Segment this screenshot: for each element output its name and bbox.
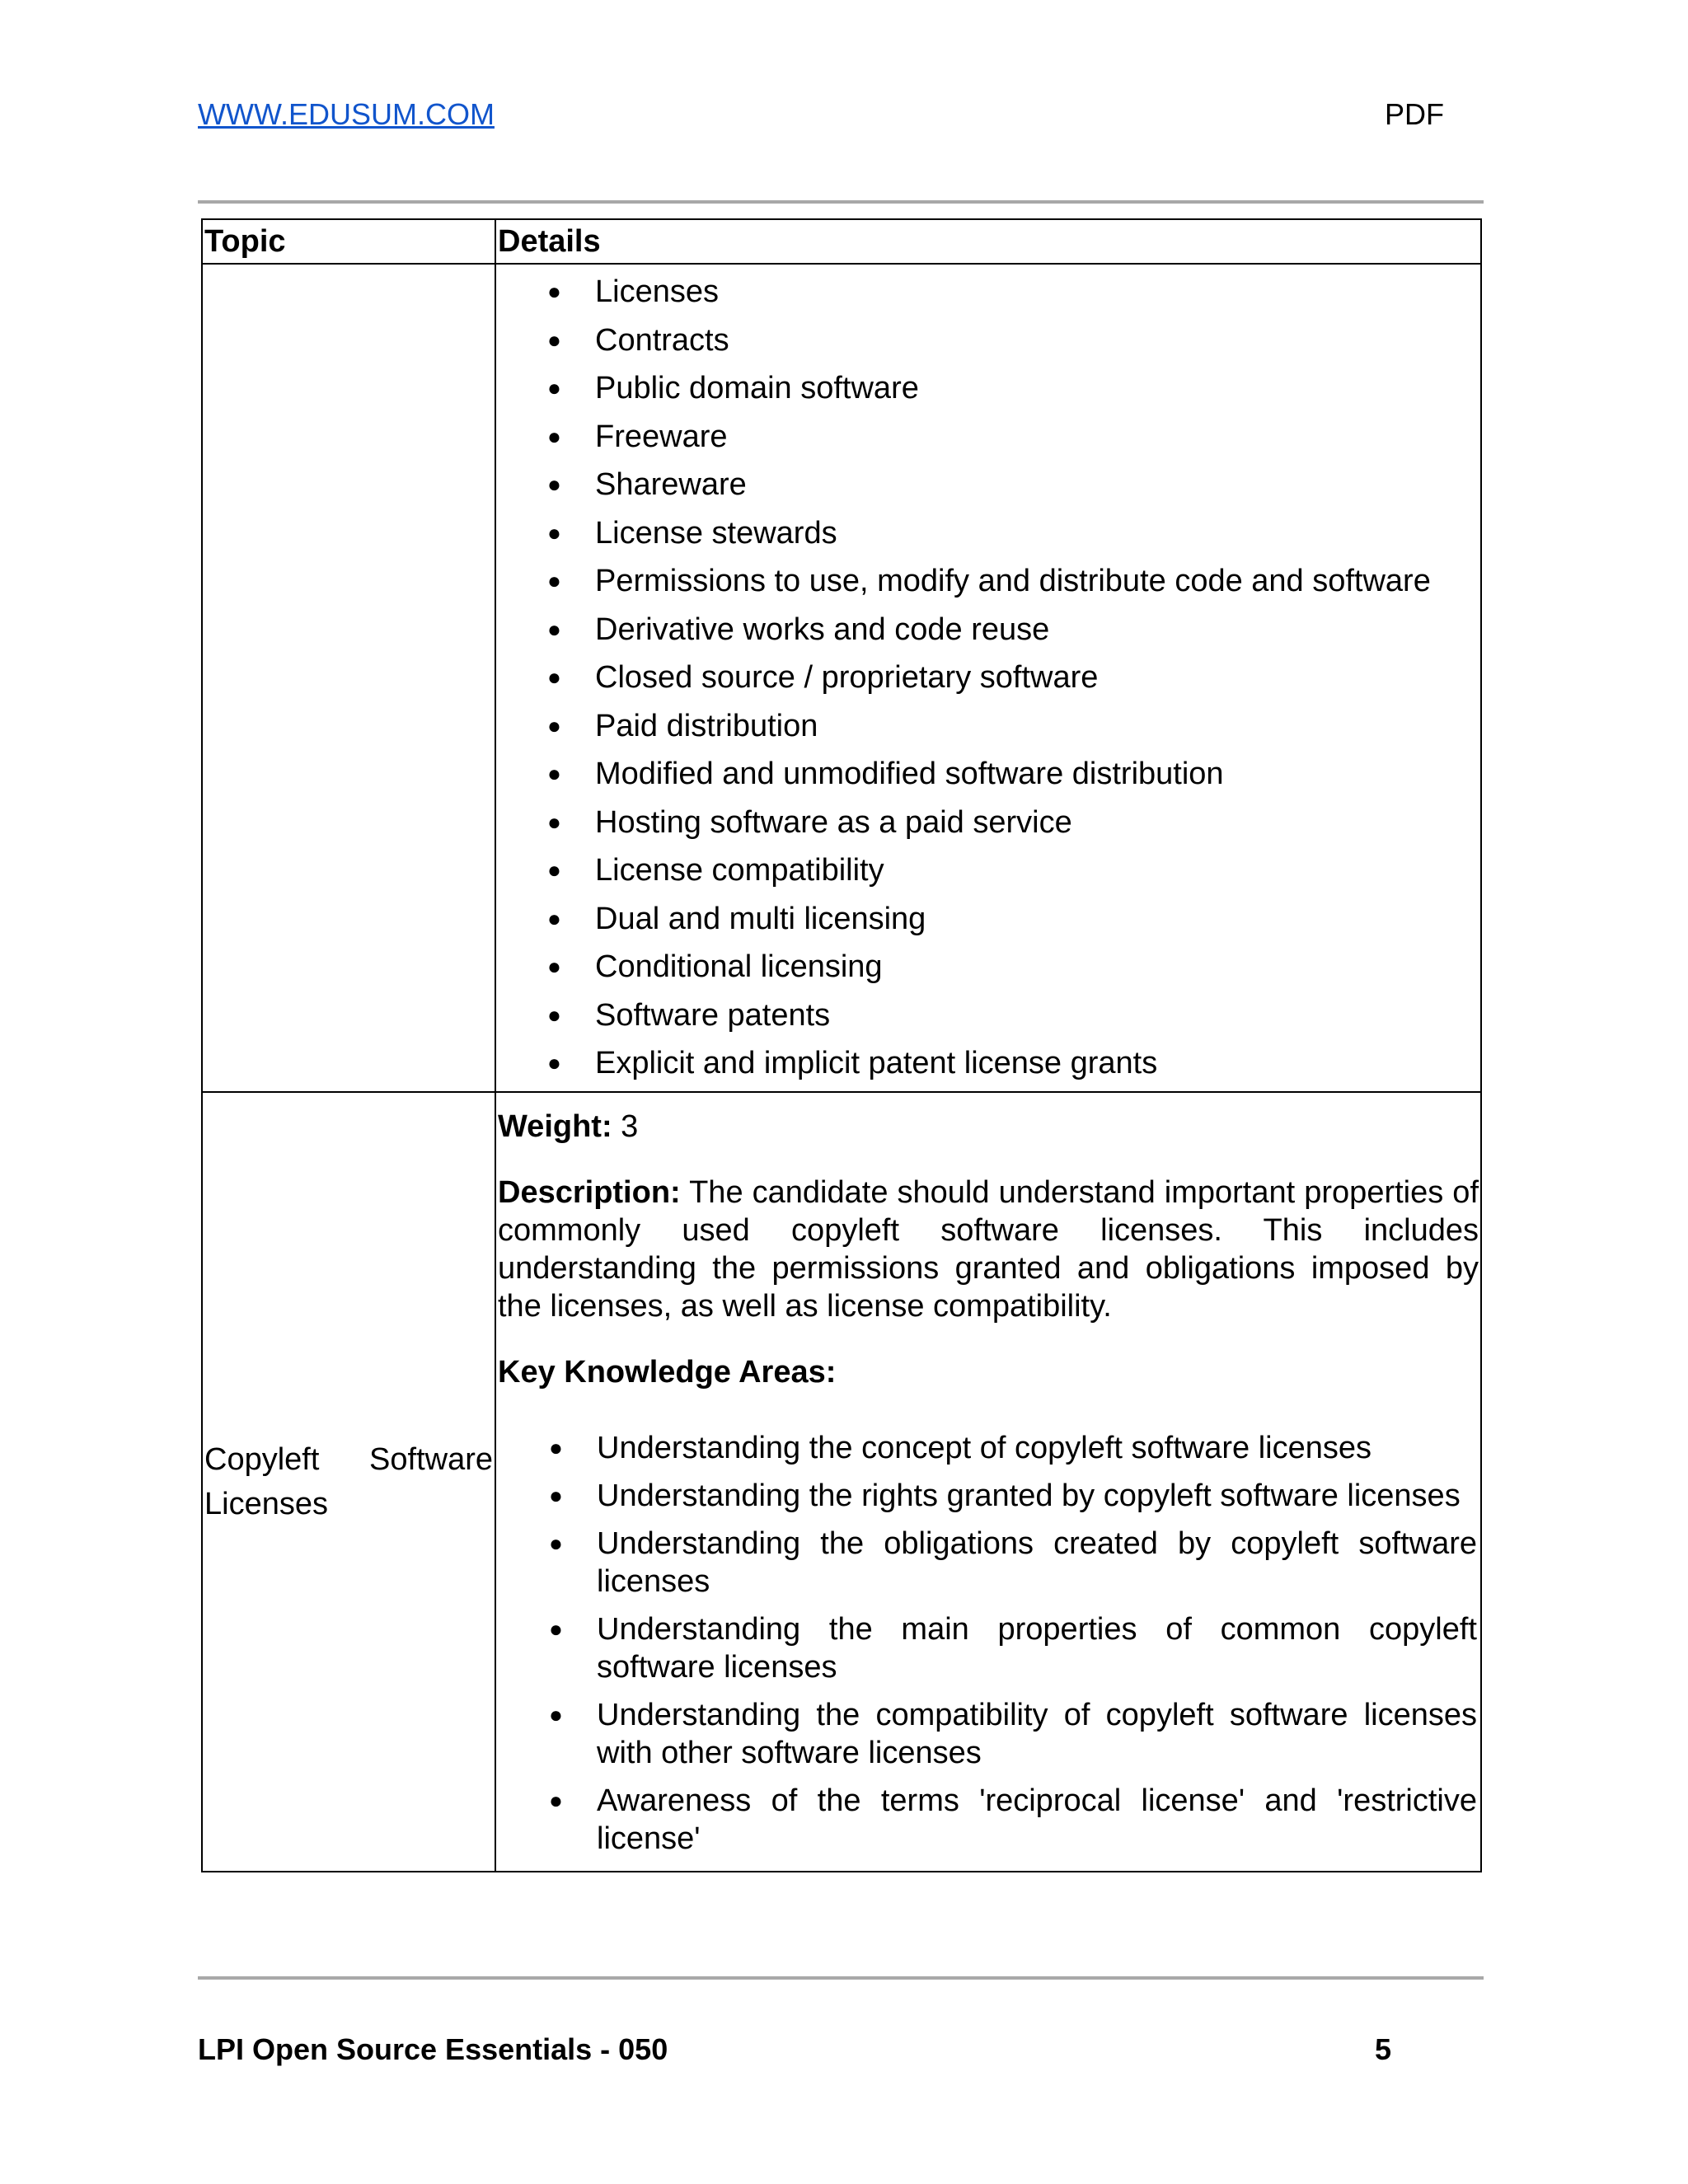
knowledge-area-list: [498, 1429, 1479, 1871]
bullet-icon: ●: [547, 1050, 561, 1076]
table-row: [202, 1092, 1481, 1872]
bullet-icon: ●: [547, 808, 561, 835]
key-knowledge-areas-heading: Key Knowledge Areas:: [498, 1354, 837, 1390]
footer-divider: [198, 1976, 1484, 1980]
topic-cell: [202, 264, 495, 1092]
weight-value: 3: [621, 1108, 639, 1144]
bullet-icon: ●: [547, 471, 561, 497]
list-item: ● License compatibility: [496, 846, 1480, 895]
bullet-icon: ●: [549, 1787, 563, 1813]
list-item: ● Understanding the rights granted by copyleft software licenses: [549, 1478, 1461, 1513]
bullet-icon: ●: [547, 1001, 561, 1028]
list-item: ● Dual and multi licensing: [496, 895, 1480, 944]
description-label: Description:: [498, 1174, 681, 1210]
bullet-icon: ●: [549, 1530, 563, 1556]
bullet-icon: ●: [547, 326, 561, 353]
bullet-icon: ●: [547, 279, 561, 304]
list-item: ● Public domain software: [496, 364, 1480, 413]
list-item: ● Understanding the main properties of common copyleft software licenses: [549, 1611, 1477, 1685]
list-item: ● Software patents: [496, 991, 1480, 1040]
knowledge-area-list: [496, 265, 1480, 1091]
table-header-row: [202, 219, 1481, 264]
list-item: ● Awareness of the terms 'reciprocal license' and 'restrictive license': [549, 1783, 1477, 1856]
list-item: ● Conditional licensing: [496, 943, 1480, 991]
bullet-icon: ●: [549, 1701, 563, 1727]
list-item: ● Derivative works and code reuse: [496, 606, 1480, 654]
list-item: ● Modified and unmodified software distribution: [496, 750, 1480, 799]
bullet-icon: ●: [547, 423, 561, 449]
footer-title: LPI Open Source Essentials - 050: [198, 2032, 668, 2066]
list-item: ● License stewards: [496, 509, 1480, 558]
column-header-topic: Topic: [202, 219, 495, 264]
bullet-icon: ●: [547, 375, 561, 401]
list-item: ● Licenses: [496, 268, 1480, 316]
syllabus-table: [201, 218, 1482, 1872]
weight-line: [498, 1108, 1479, 1146]
list-item: ● Understanding the obligations created by copyleft software licenses: [549, 1526, 1477, 1599]
list-item: ● Hosting software as a paid service: [496, 799, 1480, 847]
details-cell: [495, 1092, 1481, 1872]
header-divider: [198, 200, 1484, 204]
bullet-icon: ●: [549, 1482, 563, 1508]
bullet-icon: ●: [549, 1434, 563, 1460]
description-text: The candidate should understand important properties of commonly used copyleft software licenses. This includes understanding the permissions granted and obligations imposed by the licenses, as well as license compatibility.: [498, 1174, 1479, 1324]
table-row: [202, 264, 1481, 1092]
bullet-icon: ●: [547, 664, 561, 690]
bullet-icon: ●: [547, 616, 561, 642]
list-item: ● Closed source / proprietary software: [496, 654, 1480, 702]
pdf-label: PDF: [1385, 97, 1444, 131]
list-item: ● Understanding the concept of copyleft software licenses: [549, 1430, 1372, 1465]
list-item: ● Contracts: [496, 316, 1480, 365]
bullet-icon: ●: [547, 905, 561, 931]
description-paragraph: [498, 1174, 1479, 1325]
list-item: ● Permissions to use, modify and distribute code and software: [496, 557, 1480, 606]
bullet-icon: ●: [547, 712, 561, 738]
topic-title: Copyleft Software Licenses: [204, 1441, 493, 1521]
bullet-icon: ●: [547, 954, 561, 979]
bullet-icon: ●: [547, 519, 561, 546]
edusum-website-link[interactable]: WWW.EDUSUM.COM: [198, 97, 495, 131]
list-item: ● Explicit and implicit patent license grants: [496, 1039, 1480, 1088]
weight-label: Weight:: [498, 1108, 612, 1144]
bullet-icon: ●: [547, 857, 561, 883]
bullet-icon: ●: [547, 568, 561, 593]
list-item: ● Understanding the compatibility of copyleft software licenses with other software licenses: [549, 1697, 1477, 1770]
page-number: 5: [1375, 2032, 1392, 2066]
details-cell: [495, 264, 1481, 1092]
column-header-details: Details: [495, 219, 1481, 264]
bullet-icon: ●: [547, 761, 561, 786]
list-item: ● Paid distribution: [496, 702, 1480, 751]
list-item: ● Shareware: [496, 461, 1480, 509]
list-item: ● Freeware: [496, 413, 1480, 462]
topic-cell: [202, 1092, 495, 1872]
bullet-icon: ●: [549, 1615, 563, 1642]
